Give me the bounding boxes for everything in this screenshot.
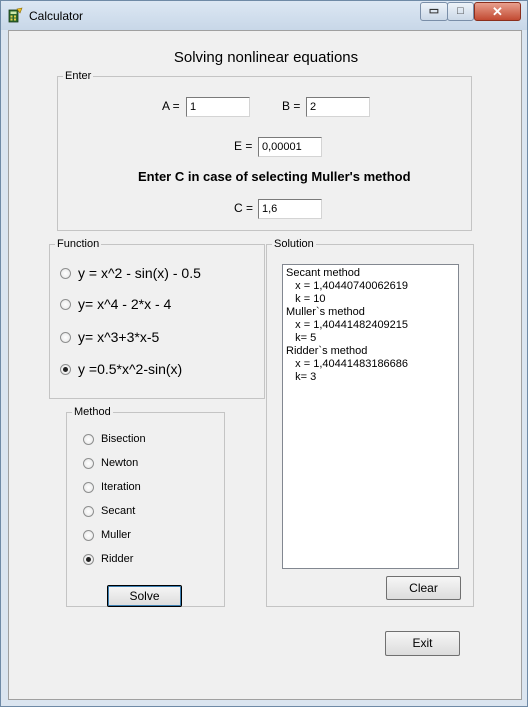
function-option-3-radio[interactable]: [60, 332, 71, 343]
method-ridder-radio[interactable]: [83, 554, 94, 565]
function-option-1-radio[interactable]: [60, 268, 71, 279]
method-newton-radio[interactable]: [83, 458, 94, 469]
e-label: E =: [234, 139, 253, 153]
method-secant-radio[interactable]: [83, 506, 94, 517]
solution-line: x = 1,40440740062619: [286, 280, 409, 292]
solve-button[interactable]: Solve: [107, 585, 182, 607]
muller-hint: Enter C in case of selecting Muller's method: [138, 169, 411, 184]
method-iteration-radio[interactable]: [83, 482, 94, 493]
method-iteration-label: Iteration: [101, 481, 141, 493]
solution-line: x = 1,40441482409215: [286, 319, 409, 331]
title-bar[interactable]: [1, 1, 527, 30]
solution-line: k= 5: [286, 332, 317, 344]
method-group: [66, 406, 225, 607]
a-label: A =: [162, 99, 180, 113]
method-newton-label: Newton: [101, 457, 139, 469]
function-legend: Function: [57, 238, 100, 250]
b-input[interactable]: 2: [306, 97, 370, 117]
method-option-muller[interactable]: [83, 529, 131, 541]
function-group: [49, 238, 265, 399]
solution-group: [266, 238, 474, 607]
e-input[interactable]: 0,00001: [258, 137, 322, 157]
method-option-secant[interactable]: [83, 505, 135, 517]
method-legend: Method: [74, 406, 111, 418]
solution-legend: Solution: [274, 238, 314, 250]
solution-line: Muller`s method: [286, 306, 365, 318]
exit-button[interactable]: Exit: [385, 631, 460, 656]
function-option-4[interactable]: [60, 361, 182, 377]
function-option-3[interactable]: [60, 329, 159, 345]
minimize-icon: ▭: [428, 5, 440, 17]
minimize-button[interactable]: [420, 2, 448, 21]
method-bisection-label: Bisection: [101, 433, 146, 445]
function-option-4-radio[interactable]: [60, 364, 71, 375]
window-title: Calculator: [29, 9, 84, 23]
method-option-bisection[interactable]: [83, 433, 146, 445]
b-label: B =: [282, 99, 301, 113]
enter-group: [57, 70, 472, 231]
calculator-app-icon: [7, 7, 23, 23]
function-option-2-label: y= x^4 - 2*x - 4: [78, 296, 172, 312]
method-option-iteration[interactable]: [83, 481, 141, 493]
client-area: [8, 30, 522, 700]
method-secant-label: Secant: [101, 505, 136, 517]
function-option-2[interactable]: [60, 296, 171, 312]
method-option-newton[interactable]: [83, 457, 138, 469]
c-label: C =: [234, 201, 254, 215]
solution-line: k = 10: [286, 293, 326, 305]
maximize-button[interactable]: [447, 2, 474, 21]
c-input[interactable]: 1,6: [258, 199, 322, 219]
method-ridder-label: Ridder: [101, 553, 134, 565]
function-option-4-label: y =0.5*x^2-sin(x): [78, 361, 183, 377]
method-muller-radio[interactable]: [83, 530, 94, 541]
method-bisection-radio[interactable]: [83, 434, 94, 445]
maximize-icon: □: [457, 5, 464, 17]
clear-button[interactable]: Clear: [386, 576, 461, 600]
solution-line: x = 1,40441483186686: [286, 358, 409, 370]
solution-line: Secant method: [286, 267, 360, 279]
page-title: Solving nonlinear equations: [173, 49, 359, 66]
method-option-ridder[interactable]: [83, 553, 133, 565]
function-option-2-radio[interactable]: [60, 299, 71, 310]
method-muller-label: Muller: [101, 529, 131, 541]
function-option-3-label: y= x^3+3*x-5: [78, 329, 160, 345]
solution-line: k= 3: [286, 371, 317, 383]
close-button[interactable]: [474, 2, 521, 21]
close-icon: ✕: [492, 4, 503, 19]
a-input[interactable]: 1: [186, 97, 250, 117]
enter-legend: Enter: [65, 70, 92, 82]
function-option-1[interactable]: [60, 265, 201, 281]
solution-line: Ridder`s method: [286, 345, 368, 357]
function-option-1-label: y = x^2 - sin(x) - 0.5: [78, 265, 201, 281]
solution-output[interactable]: [282, 264, 459, 569]
